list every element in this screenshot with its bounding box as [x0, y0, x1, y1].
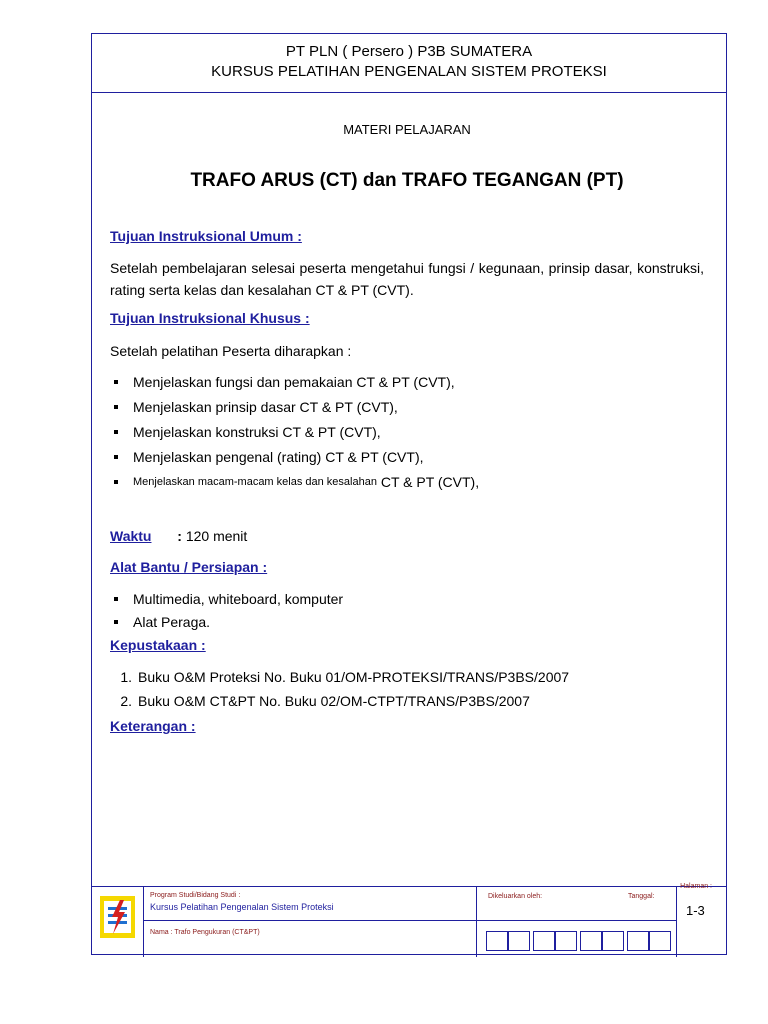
- waktu-colon: :: [177, 528, 182, 544]
- header-course: KURSUS PELATIHAN PENGENALAN SISTEM PROTEKSI: [211, 63, 607, 80]
- date-cell: [555, 931, 577, 951]
- kepustakaan-heading: Kepustakaan :: [110, 637, 206, 653]
- list-item: Menjelaskan konstruksi CT & PT (CVT),: [110, 424, 381, 440]
- dikeluarkan-label: Dikeluarkan oleh:: [488, 893, 543, 900]
- pln-logo-icon: [100, 896, 135, 938]
- date-cell: [486, 931, 508, 951]
- date-cell: [533, 931, 555, 951]
- date-cell: [627, 931, 649, 951]
- header-company: PT PLN ( Persero ) P3B SUMATERA: [285, 43, 533, 60]
- tiu-heading: Tujuan Instruksional Umum :: [110, 228, 302, 244]
- tanggal-label: Tanggal:: [628, 893, 655, 900]
- list-item: Multimedia, whiteboard, komputer: [110, 591, 343, 607]
- bullet-icon: [114, 480, 118, 484]
- nama-label: Nama : Trafo Pengukuran (CT&PT): [150, 929, 260, 936]
- bullet-icon: [114, 455, 118, 459]
- page-frame: [91, 33, 727, 955]
- waktu-row: [110, 528, 247, 544]
- list-item: Menjelaskan prinsip dasar CT & PT (CVT),: [110, 399, 398, 415]
- tiu-text: Setelah pembelajaran selesai peserta mengetahui fungsi / kegunaan, prinsip dasar, konstruksi, rating serta kelas dan kesalahan CT & PT (CVT).: [110, 260, 704, 298]
- list-item: Menjelaskan pengenal (rating) CT & PT (CVT),: [110, 449, 424, 465]
- bullet-icon: [114, 620, 118, 624]
- list-item: 2. Buku O&M CT&PT No. Buku 02/OM-CTPT/TRANS/P3BS/2007: [120, 693, 530, 709]
- bullet-icon: [114, 380, 118, 384]
- date-cell: [602, 931, 624, 951]
- date-cell: [649, 931, 671, 951]
- keterangan-heading: Keterangan :: [110, 718, 196, 734]
- materi-label: MATERI PELAJARAN: [343, 122, 471, 137]
- alat-heading: Alat Bantu / Persiapan :: [110, 559, 268, 575]
- program-value: Kursus Pelatihan Pengenalan Sistem Proteksi: [150, 902, 334, 912]
- bullet-icon: [114, 430, 118, 434]
- document-header: [92, 34, 726, 93]
- list-item: 1. Buku O&M Proteksi No. Buku 01/OM-PROTEKSI/TRANS/P3BS/2007: [120, 669, 570, 685]
- bullet-icon: [114, 597, 118, 601]
- waktu-value: 120 menit: [185, 528, 248, 544]
- halaman-label: Halaman :: [680, 883, 712, 890]
- date-cell: [508, 931, 530, 951]
- date-cell: [580, 931, 602, 951]
- tik-intro: Setelah pelatihan Peserta diharapkan :: [110, 343, 352, 359]
- list-item: Menjelaskan fungsi dan pemakaian CT & PT (CVT),: [110, 374, 455, 390]
- bullet-icon: [114, 405, 118, 409]
- page-title: TRAFO ARUS (CT) dan TRAFO TEGANGAN (PT): [190, 170, 624, 191]
- waktu-label: Waktu: [110, 528, 152, 544]
- list-item: Menjelaskan macam-macam kelas dan kesalahan CT & PT (CVT),: [110, 474, 479, 490]
- program-label: Program Studi/Bidang Studi :: [150, 892, 241, 899]
- document-footer: [92, 883, 726, 957]
- page-number: 1-3: [686, 903, 705, 918]
- tik-heading: Tujuan Instruksional Khusus :: [110, 310, 310, 326]
- list-item: Alat Peraga.: [110, 614, 210, 630]
